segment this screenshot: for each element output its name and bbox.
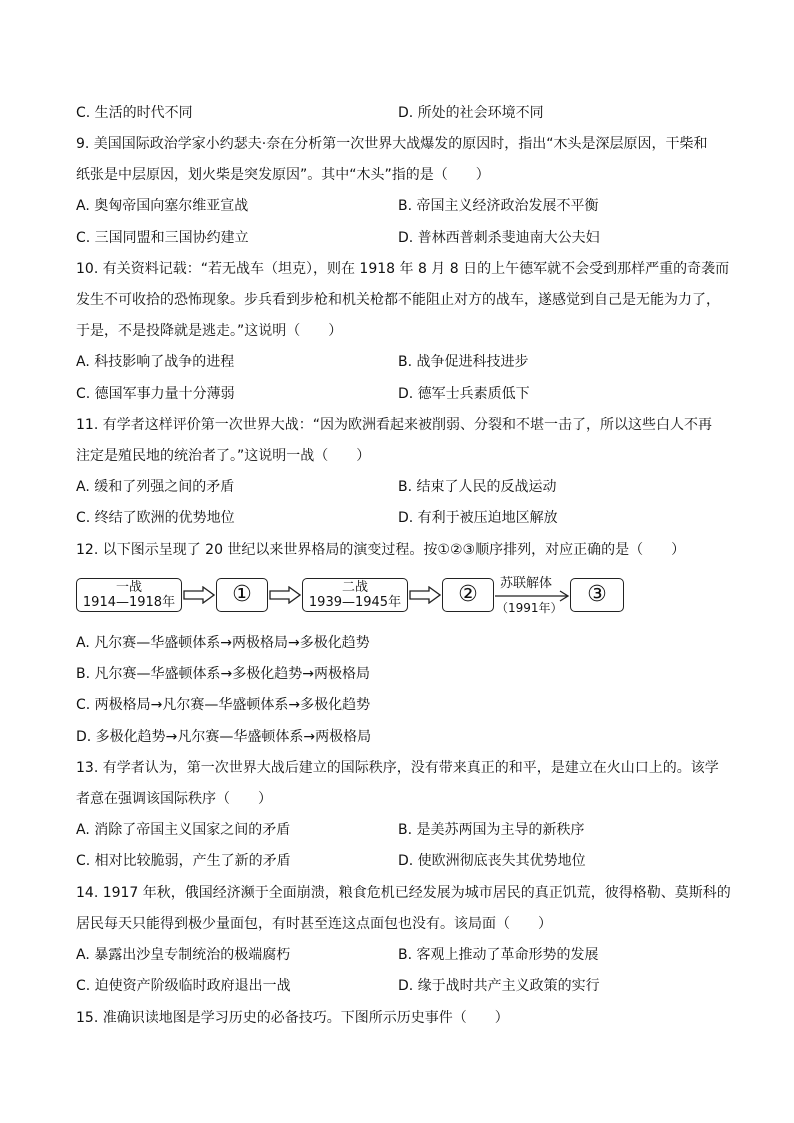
q12-option-a: A. 凡尔赛—华盛顿体系→两极格局→多极化趋势 [76,635,370,651]
q9-option-b: B. 帝国主义经济政治发展不平衡 [398,198,599,214]
q14-stem-line1: 14. 1917 年秋，俄国经济濒于全面崩溃，粮食危机已经发展为城市居民的真正饥荒，彼得格勒、莫斯科的 [76,885,731,901]
ww2-box [302,578,408,612]
ww1-box [76,578,182,612]
ww1-years: 1914—1918年 [82,595,176,610]
q14-stem-line2: 居民每天只能得到极少量面包，有时甚至连这点面包也没有。该局面（ ） [76,916,552,932]
q14-option-b: B. 客观上推动了革命形势的发展 [398,947,599,963]
q13-option-b: B. 是美苏两国为主导的新秩序 [398,822,585,838]
q12-stem-line1: 12. 以下图示呈现了 20 世纪以来世界格局的演变过程。按①②③顺序排列，对应正确的是（ ） [76,542,686,558]
ww2-label: 二战 [341,580,368,595]
q10-stem-line3: 于是，不是投降就是逃走。”这说明（ ） [76,323,343,339]
q11-stem-line1: 11. 有学者这样评价第一次世界大战：“因为欧洲看起来被削弱、分裂和不堪一击了，所以这些白人不再 [76,417,712,433]
q11-option-b: B. 结束了人民的反战运动 [398,479,557,495]
q13-option-c: C. 相对比较脆弱，产生了新的矛盾 [76,853,291,869]
stage-2-label: ② [458,582,478,607]
stage-1-label: ① [232,582,252,607]
stage-3-label: ③ [587,582,607,607]
q14-option-a: A. 暴露出沙皇专制统治的极端腐朽 [76,947,291,963]
q15-stem-line1: 15. 准确识读地图是学习历史的必备技巧。下图所示历史事件（ ） [76,1010,509,1026]
ww2-years: 1939—1945年 [308,595,402,610]
q14-option-d: D. 缘于战时共产主义政策的实行 [398,978,600,994]
q10-option-b: B. 战争促进科技进步 [398,354,529,370]
q12-option-b: B. 凡尔赛—华盛顿体系→多极化趋势→两极格局 [76,666,370,682]
q11-option-c: C. 终结了欧洲的优势地位 [76,510,235,526]
arrow-right-icon [183,586,215,604]
q9-option-a: A. 奥匈帝国向塞尔维亚宣战 [76,198,249,214]
ussr-dissolution-year: （1991年） [496,601,563,615]
q10-option-a: A. 科技影响了战争的进程 [76,354,235,370]
q12-flow-diagram [76,576,626,616]
q11-stem-line2: 注定是殖民地的统治者了。”这说明一战（ ） [76,448,371,464]
ussr-dissolution-label: 苏联解体 [500,576,553,591]
q12-option-d: D. 多极化趋势→凡尔赛—华盛顿体系→两极格局 [76,729,372,745]
q8-option-c: C. 生活的时代不同 [76,105,193,121]
q10-stem-line1: 10. 有关资料记载：“若无战车（坦克），则在 1918 年 8 月 8 日的上午德军就不会受到那样严重的奇袭而 [76,261,730,277]
q10-stem-line2: 发生不可收拾的恐怖现象。步兵看到步枪和机关枪都不能阻止对方的战车，遂感觉到自己是无能为力了， [76,292,720,308]
q13-stem-line1: 13. 有学者认为，第一次世界大战后建立的国际秩序，没有带来真正的和平，是建立在火山口上的。该学 [76,760,719,776]
q10-option-c: C. 德国军事力量十分薄弱 [76,386,235,402]
q14-option-c: C. 迫使资产阶级临时政府退出一战 [76,978,291,994]
q13-option-d: D. 使欧洲彻底丧失其优势地位 [398,853,586,869]
arrow-right-icon [409,586,441,604]
q9-option-c: C. 三国同盟和三国协约建立 [76,230,249,246]
q9-stem-line1: 9. 美国国际政治学家小约瑟夫·奈在分析第一次世界大战爆发的原因时，指出“木头是深层原因，干柴和 [76,136,708,152]
ww1-label: 一战 [115,580,142,595]
stage-1-box [216,578,268,612]
q8-option-d: D. 所处的社会环境不同 [398,105,544,121]
q9-stem-line2: 纸张是中层原因，划火柴是突发原因”。其中“木头”指的是（ ） [76,167,490,183]
stage-3-box [570,578,624,612]
q10-option-d: D. 德军士兵素质低下 [398,386,530,402]
stage-2-box [442,578,494,612]
q13-stem-line2: 者意在强调该国际秩序（ ） [76,791,272,807]
arrow-right-icon [269,586,301,604]
q11-option-d: D. 有利于被压迫地区解放 [398,510,558,526]
q11-option-a: A. 缓和了列强之间的矛盾 [76,479,235,495]
q12-option-c: C. 两极格局→凡尔赛—华盛顿体系→多极化趋势 [76,697,371,713]
q13-option-a: A. 消除了帝国主义国家之间的矛盾 [76,822,291,838]
q9-option-d: D. 普林西普刺杀斐迪南大公夫妇 [398,230,600,246]
